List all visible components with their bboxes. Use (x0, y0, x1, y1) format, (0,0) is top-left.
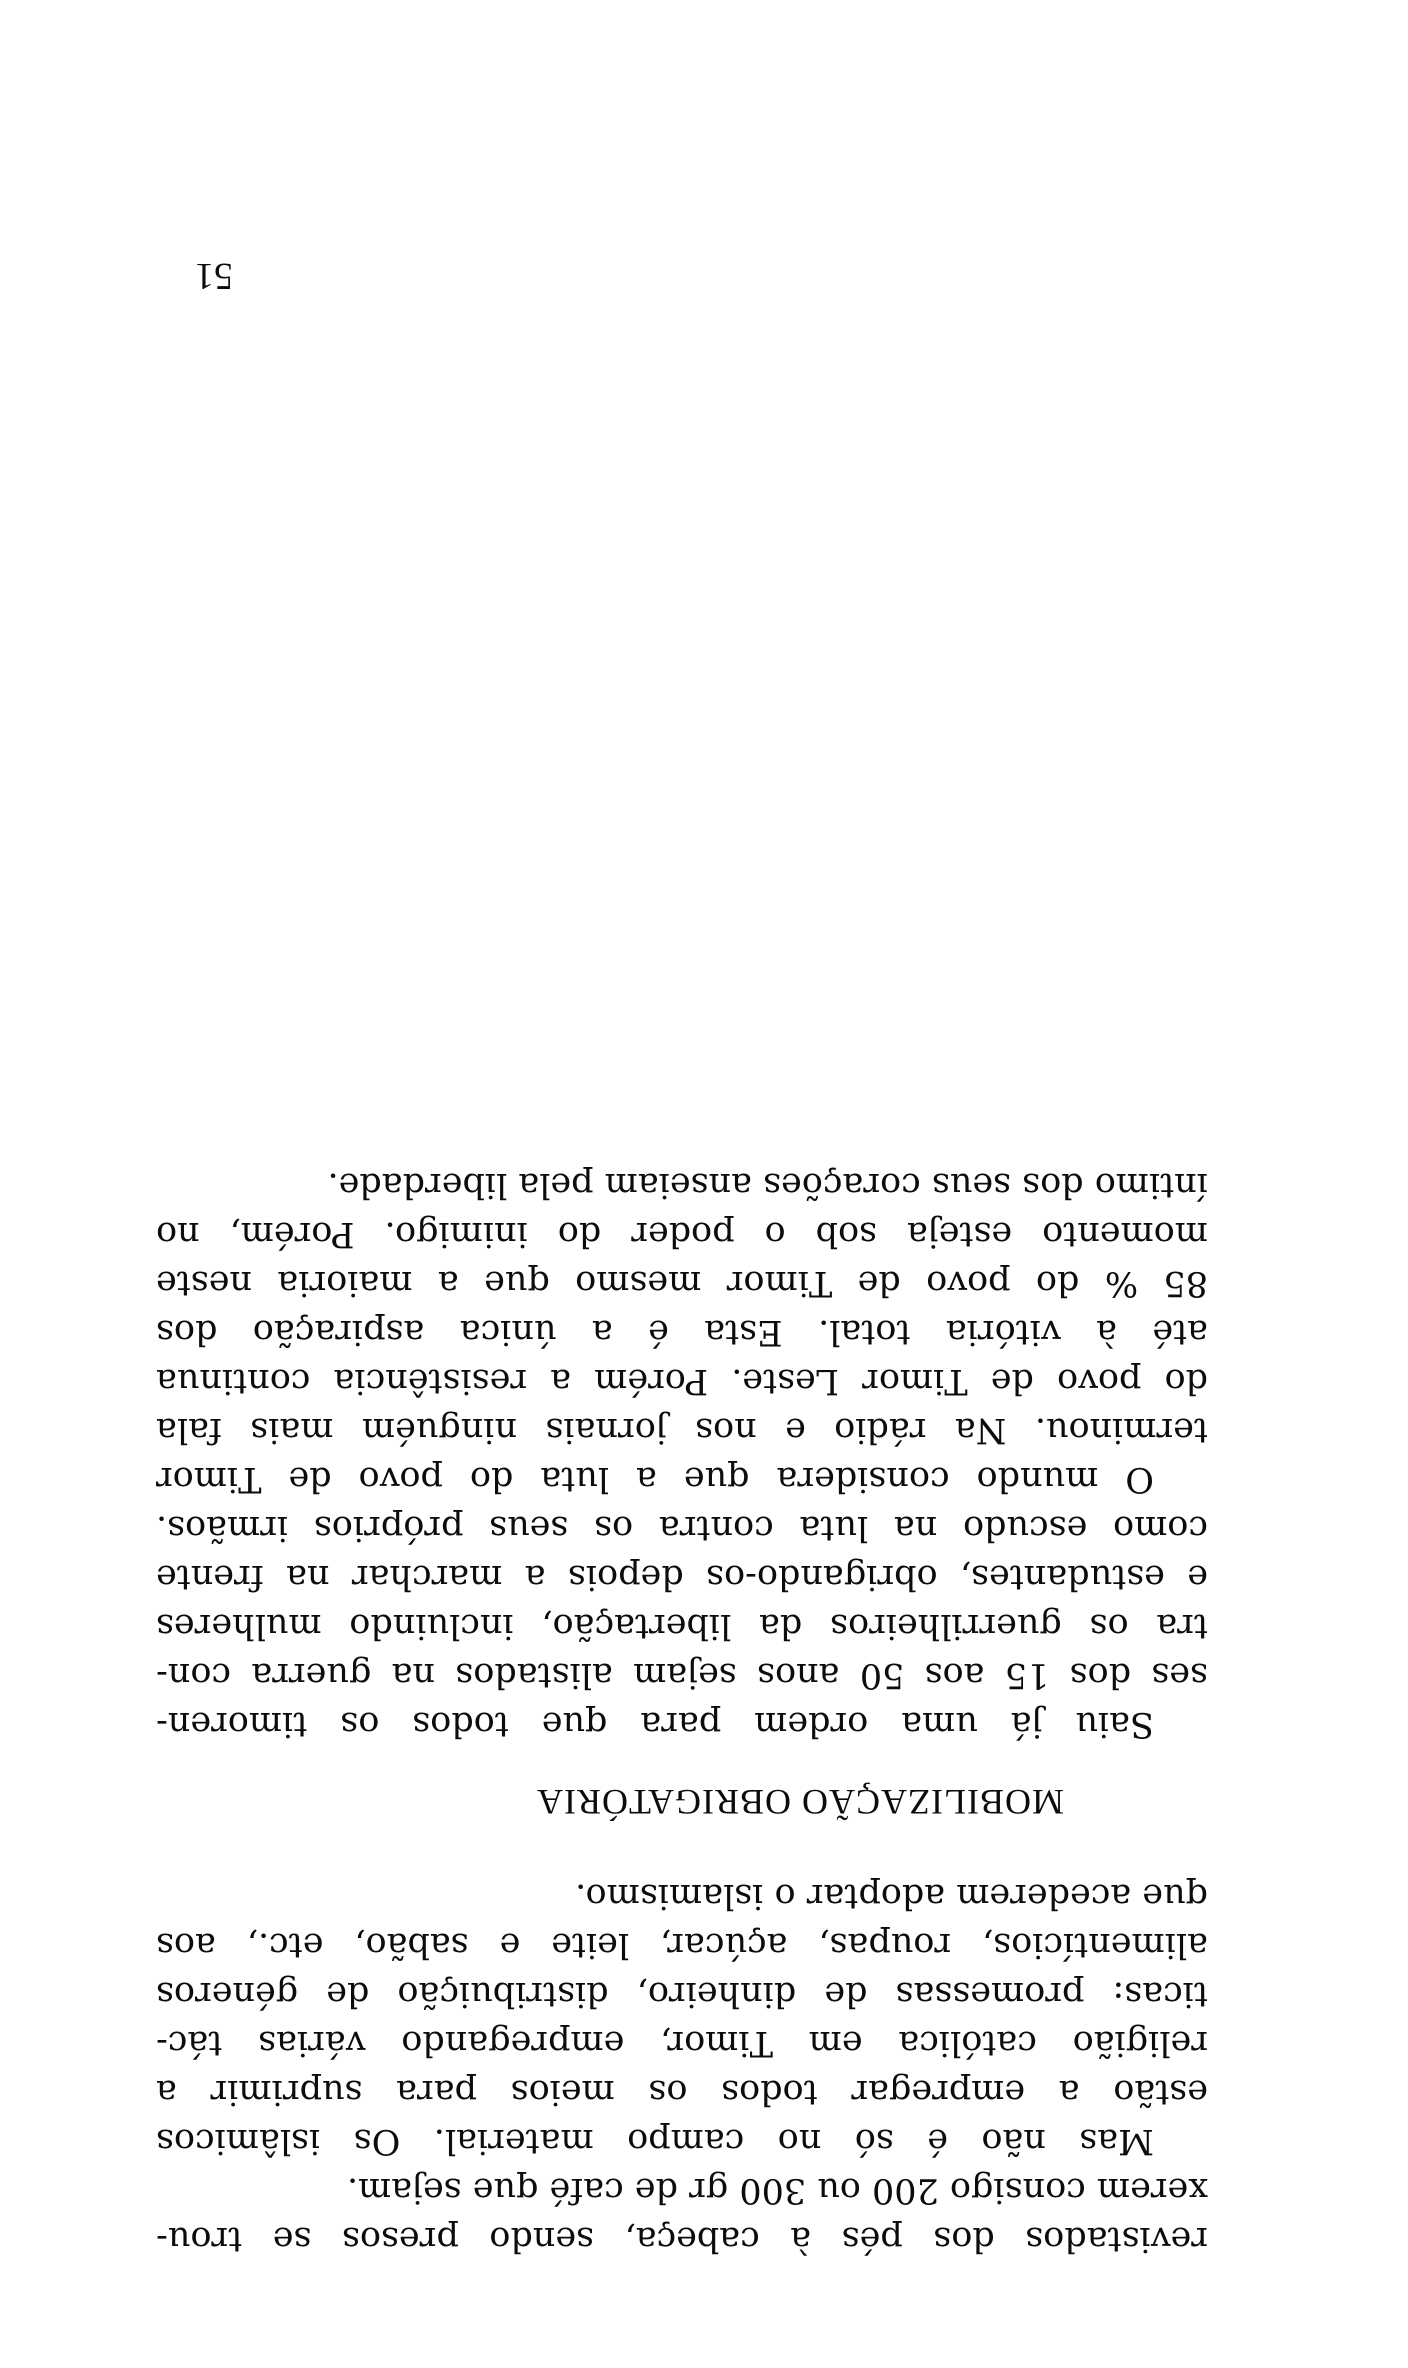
text-line: religião católica em Timor, empregando várias tác- (156, 2023, 1208, 2063)
section-heading: MOBILIZAÇÃO OBRIGATÓRIA (536, 1782, 1064, 1822)
text-line: e estudantes, obrigando-os depois a marchar na frente (156, 1557, 1208, 1597)
text-line: estão a empregar todos os meios para suprimir a (156, 2072, 1208, 2112)
text-line: terminou. Na rádio e nos jornais ninguém mais fala (156, 1410, 1208, 1450)
paragraph-3 (156, 1503, 1208, 1748)
text-line: até à vitória total. Esta é a única aspiração dos (156, 1312, 1208, 1352)
page-number: 51 (195, 255, 233, 297)
text-line: alimentícios, roupas, açúcar, leite e sabão, etc., aos (156, 1925, 1208, 1965)
text-line: Saiu já uma ordem para que todos os timoren- (156, 1704, 1154, 1744)
text-block (156, 1160, 1208, 2263)
text-line: ses dos 15 aos 50 anos sejam alistados na guerra con- (156, 1655, 1208, 1695)
paragraph-1 (156, 2165, 1208, 2263)
paragraph-2 (156, 1871, 1208, 2165)
text-line: como escudo na luta contra os seus próprios irmãos. (156, 1508, 1208, 1548)
text-line: íntimo dos seus corações anseiam pela liberdade. (327, 1165, 1208, 1205)
paragraph-4 (156, 1160, 1208, 1503)
text-line: 85 % do povo de Timor mesmo que a maioria neste (156, 1263, 1208, 1303)
text-line: tra os guerrilheiros da libertação, incluindo mulheres (156, 1606, 1208, 1646)
text-line: revistados dos pés à cabeça, sendo presos se trou- (156, 2219, 1208, 2259)
text-line: O mundo considera que a luta do povo de Timor (156, 1459, 1154, 1499)
text-line: do povo de Timor Leste. Porém a resistência continua (156, 1361, 1208, 1401)
text-line: Mas não é só no campo material. Os islâmicos (156, 2121, 1154, 2161)
text-line: xerem consigo 200 ou 300 gr de café que sejam. (346, 2170, 1208, 2210)
text-line: que acederem adoptar o islamismo. (575, 1876, 1208, 1916)
text-line: ticas: promessas de dinheiro, distribuição de géneros (156, 1974, 1208, 2014)
text-line: momento esteja sob o poder do inimigo. Porém, no (156, 1214, 1208, 1254)
